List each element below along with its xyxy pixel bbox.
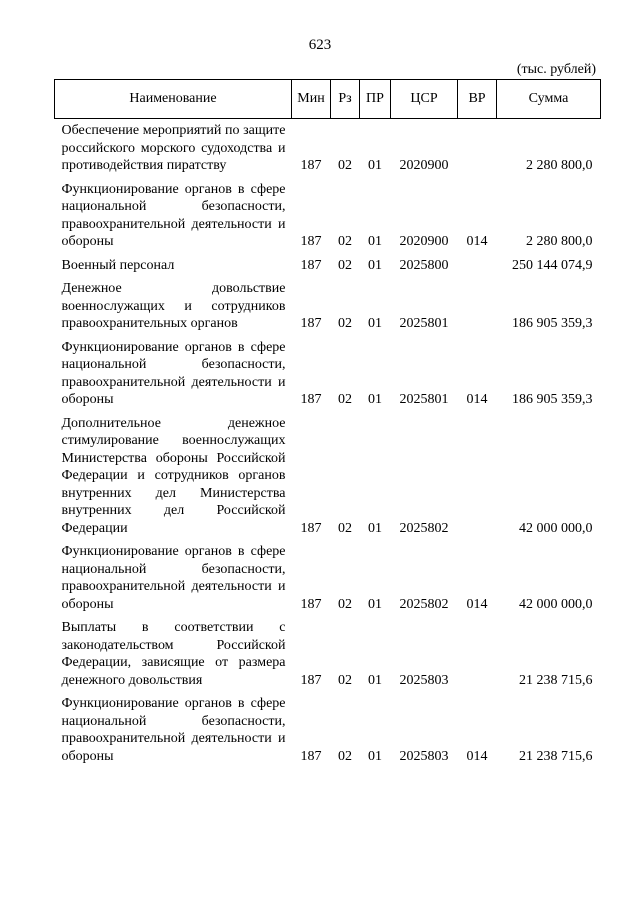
row-min: 187	[300, 672, 322, 688]
table-row	[55, 412, 601, 541]
row-sum: 21 238 715,6	[519, 748, 593, 764]
header-csr: ЦСР	[391, 80, 458, 119]
row-csr: 2025801	[399, 392, 449, 407]
table-row	[55, 540, 601, 616]
table-row	[55, 254, 601, 278]
row-min: 187	[300, 392, 322, 407]
table-row	[55, 178, 601, 254]
row-vr	[458, 616, 497, 692]
header-min: Мин	[292, 80, 331, 119]
row-sum: 186 905 359,3	[512, 392, 593, 407]
table-row	[55, 277, 601, 336]
row-csr: 2025802	[399, 520, 449, 536]
row-rz: 02	[338, 672, 352, 688]
units-label: (тыс. рублей)	[516, 62, 596, 77]
row-name: Денежное довольствие военнослужащих и сотрудников правоохранительных органов	[61, 281, 286, 331]
row-csr: 2020900	[399, 234, 449, 249]
row-csr: 2025801	[399, 316, 449, 331]
row-min: 187	[300, 234, 322, 249]
row-name: Функционирование органов в сфере национальной безопасности, правоохранительной деятельности и обороны	[61, 696, 286, 764]
row-vr	[458, 254, 497, 278]
row-rz: 02	[338, 257, 352, 273]
row-vr: 014	[466, 748, 488, 764]
row-name: Выплаты в соответствии с законодательством Российской Федерации, зависящие от размера денежного довольствия	[61, 620, 286, 688]
row-pr: 01	[368, 257, 382, 273]
row-rz: 02	[338, 392, 352, 407]
row-csr: 2025802	[399, 596, 449, 612]
row-vr	[458, 119, 497, 178]
row-csr: 2025803	[399, 748, 449, 764]
header-rz: Рз	[331, 80, 360, 119]
row-csr: 2020900	[399, 158, 449, 173]
row-vr	[458, 277, 497, 336]
table-row	[55, 692, 601, 768]
table-row	[55, 616, 601, 692]
row-sum: 186 905 359,3	[512, 316, 593, 331]
row-vr: 014	[466, 234, 488, 249]
table-row	[55, 119, 601, 178]
row-name: Дополнительное денежное стимулирование военнослужащих Министерства обороны Российской Федерации и сотрудников органов внутренних дел Министерства внутренних дел Российской Федерации	[61, 415, 286, 536]
row-sum: 2 280 800,0	[526, 234, 593, 249]
row-rz: 02	[338, 596, 352, 612]
row-sum: 21 238 715,6	[519, 672, 593, 688]
row-rz: 02	[338, 234, 352, 249]
row-min: 187	[300, 257, 322, 273]
row-sum: 2 280 800,0	[526, 158, 593, 173]
row-name: Военный персонал	[61, 257, 175, 273]
row-pr: 01	[368, 672, 382, 688]
row-sum: 42 000 000,0	[519, 596, 593, 612]
row-csr: 2025803	[399, 672, 449, 688]
row-name: Обеспечение мероприятий по защите российского морского судоходства и противодействия пиратству	[61, 123, 286, 173]
row-pr: 01	[368, 234, 382, 249]
row-vr	[458, 412, 497, 541]
page-number: 623	[308, 37, 332, 53]
row-min: 187	[300, 748, 322, 764]
header-pr: ПР	[360, 80, 391, 119]
row-pr: 01	[368, 748, 382, 764]
header-name: Наименование	[55, 80, 292, 119]
row-rz: 02	[338, 158, 352, 173]
row-rz: 02	[338, 316, 352, 331]
row-min: 187	[300, 520, 322, 536]
row-sum: 42 000 000,0	[519, 520, 593, 536]
row-pr: 01	[368, 520, 382, 536]
row-pr: 01	[368, 596, 382, 612]
row-min: 187	[300, 316, 322, 331]
row-min: 187	[300, 158, 322, 173]
row-rz: 02	[338, 520, 352, 536]
row-pr: 01	[368, 316, 382, 331]
header-sum: Сумма	[497, 80, 601, 119]
row-pr: 01	[368, 158, 382, 173]
row-name: Функционирование органов в сфере национальной безопасности, правоохранительной деятельности и обороны	[61, 181, 286, 249]
row-sum: 250 144 074,9	[512, 257, 593, 273]
budget-table	[54, 79, 601, 768]
table-header-row	[55, 80, 601, 119]
row-csr: 2025800	[399, 257, 449, 273]
row-vr: 014	[466, 392, 488, 407]
row-vr: 014	[466, 596, 488, 612]
row-name: Функционирование органов в сфере национальной безопасности, правоохранительной деятельности и обороны	[61, 339, 286, 407]
row-pr: 01	[368, 392, 382, 407]
table-row	[55, 336, 601, 412]
row-rz: 02	[338, 748, 352, 764]
row-name: Функционирование органов в сфере национальной безопасности, правоохранительной деятельности и обороны	[61, 544, 286, 612]
header-vr: ВР	[458, 80, 497, 119]
row-min: 187	[300, 596, 322, 612]
